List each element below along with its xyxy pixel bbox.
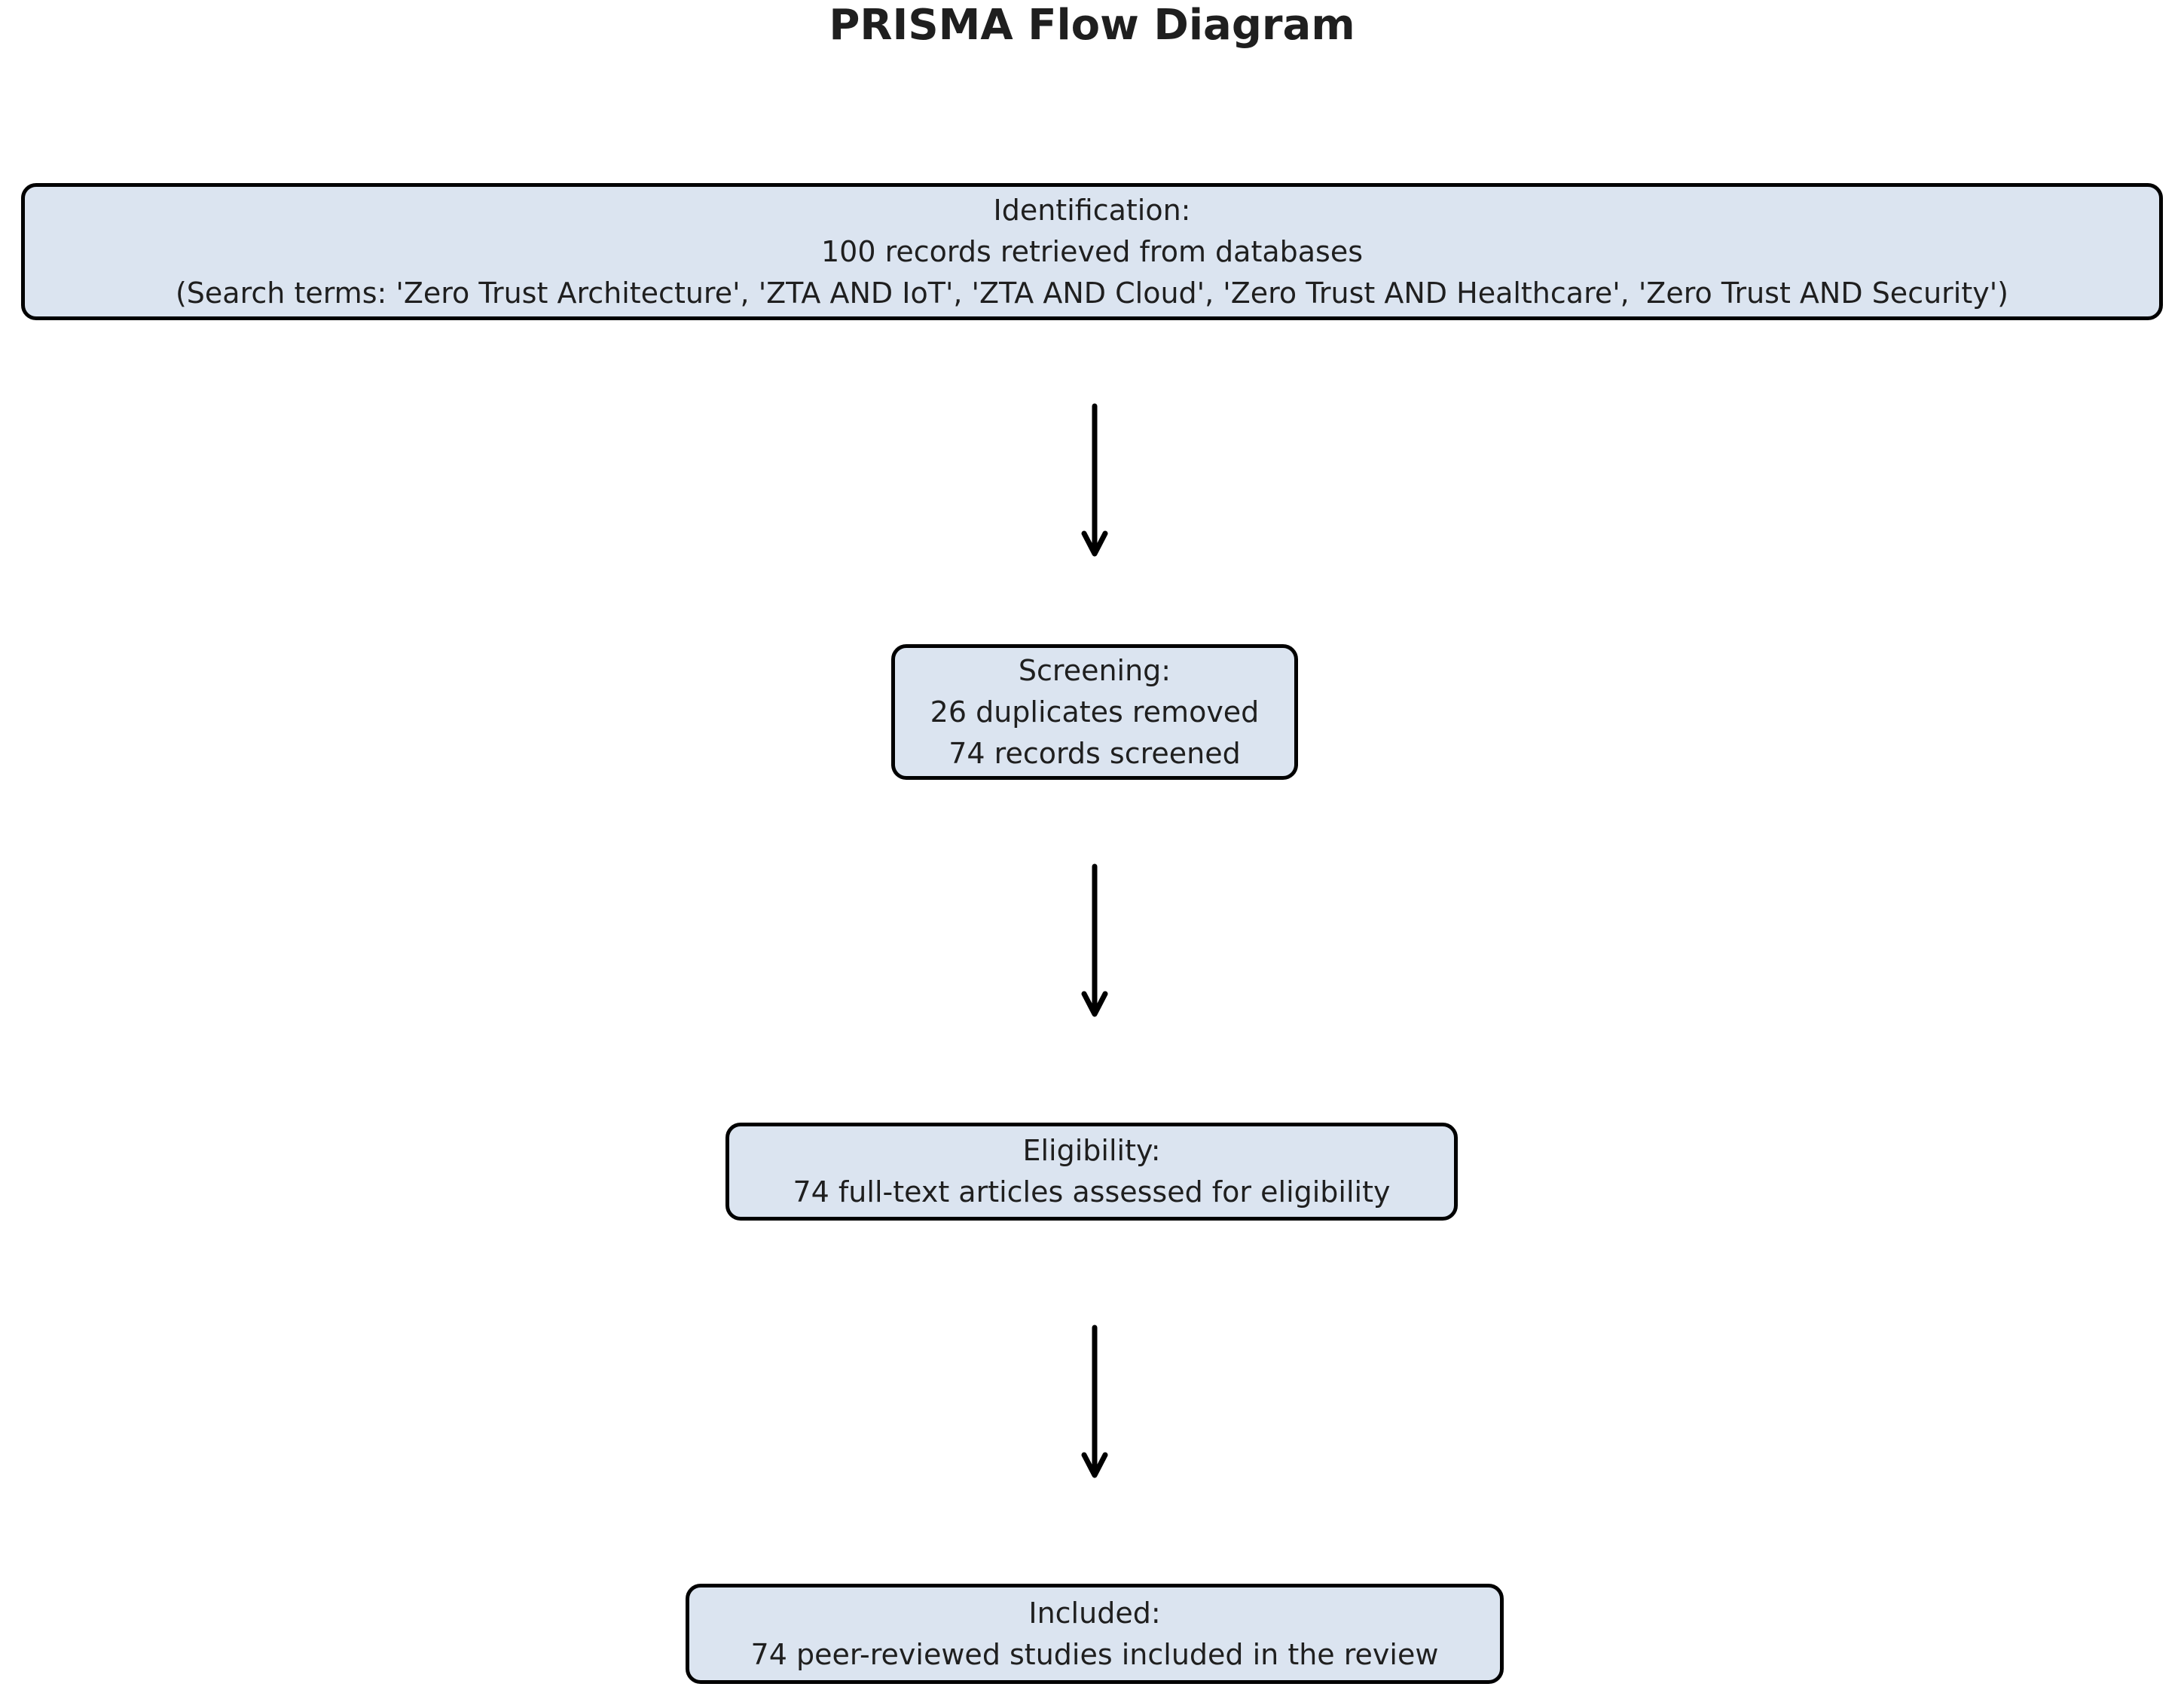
box-eligibility — [725, 1123, 1458, 1221]
eligibility-assessed-line: 74 full-text articles assessed for eligibility — [793, 1175, 1391, 1209]
included-heading: Included: — [1028, 1596, 1161, 1630]
screening-screened-line: 74 records screened — [948, 736, 1241, 770]
down-arrow-icon — [1072, 403, 1117, 558]
identification-records-line: 100 records retrieved from databases — [820, 234, 1364, 268]
box-identification — [21, 183, 2163, 320]
identification-search-terms-line: (Search terms: 'Zero Trust Architecture', 'ZTA AND IoT', 'ZTA AND Cloud', 'Zero Trust AND Healthcare', 'Zero Trust AND Security') — [175, 276, 2009, 310]
diagram-title: PRISMA Flow Diagram — [829, 1, 1355, 50]
identification-heading: Identification: — [993, 193, 1191, 227]
screening-duplicates-line: 26 duplicates removed — [930, 695, 1260, 729]
down-arrow-icon — [1072, 1325, 1117, 1479]
eligibility-heading: Eligibility: — [1022, 1134, 1161, 1167]
box-screening — [891, 644, 1298, 780]
included-studies-line: 74 peer-reviewed studies included in the review — [750, 1637, 1439, 1671]
box-included — [686, 1584, 1504, 1684]
screening-heading: Screening: — [1018, 653, 1171, 687]
down-arrow-icon — [1072, 863, 1117, 1018]
